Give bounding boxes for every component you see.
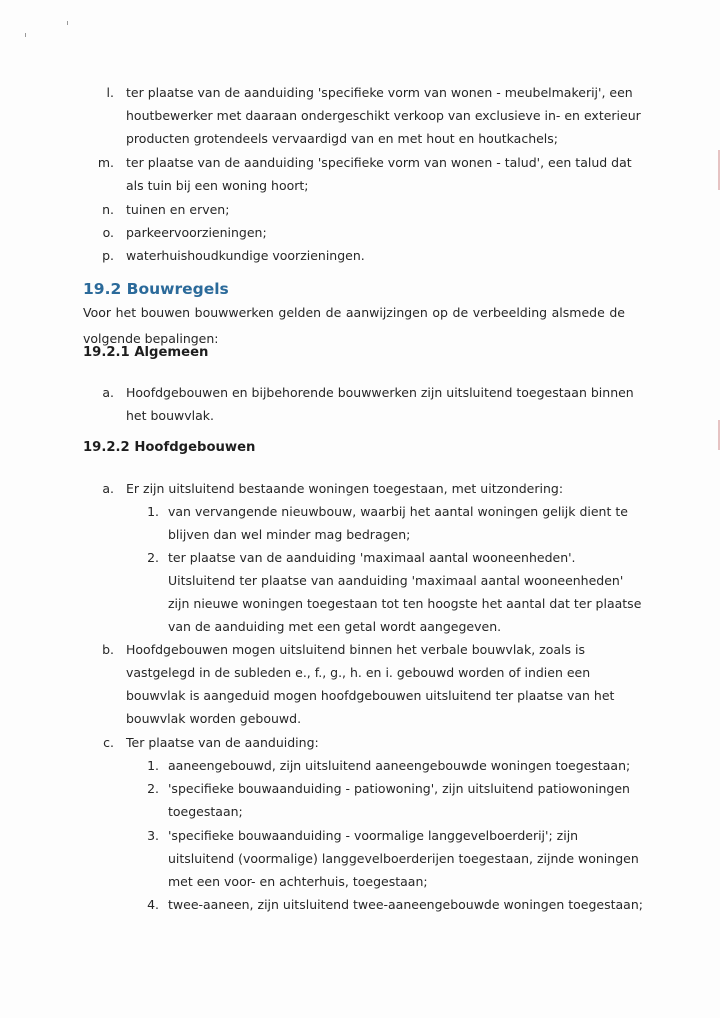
list-item-text: als tuin bij een woning hoort; [126, 178, 309, 193]
list-item-marker: b. [102, 642, 114, 657]
list-item-text: houtbewerker met daaraan ondergeschikt verkoop van exclusieve in- en exterieur [126, 108, 641, 123]
list-item-text: Hoofdgebouwen mogen uitsluitend binnen het verbale bouwvlak, zoals is [126, 642, 585, 657]
sublist-item-text: ter plaatse van de aanduiding 'maximaal aantal wooneenheden'. [168, 550, 576, 565]
sublist-item-text: 'specifieke bouwaanduiding - voormalige langgevelboerderij'; zijn [168, 828, 579, 843]
list-item-text: tuinen en erven; [126, 202, 230, 217]
sublist-item-text: 'specifieke bouwaanduiding - patiowoning', zijn uitsluitend patiowoningen [168, 781, 630, 796]
list-item-text: ter plaatse van de aanduiding 'specifieke vorm van wonen - meubelmakerij', een [126, 85, 633, 100]
list-item-text: vastgelegd in de subleden e., f., g., h. en i. gebouwd worden of indien een [126, 665, 591, 680]
sublist-item-text: uitsluitend (voormalige) langgevelboerderijen toegestaan, zijnde woningen [168, 851, 639, 866]
list-item-marker: o. [102, 225, 114, 240]
list-item-marker: l. [106, 85, 114, 100]
sublist-item-text: toegestaan; [168, 804, 243, 819]
list-item-marker: a. [102, 385, 114, 400]
list-item-text: Ter plaatse van de aanduiding: [126, 735, 319, 750]
sublist-item-marker: 1. [147, 504, 159, 519]
paragraph-line: volgende bepalingen: [83, 331, 219, 346]
sublist-item-text: met een voor- en achterhuis, toegestaan; [168, 874, 428, 889]
paragraph-line: Voor het bouwen bouwwerken gelden de aanwijzingen op de verbeelding alsmede de [83, 305, 625, 320]
list-item-marker: p. [102, 248, 114, 263]
list-item-marker: a. [102, 481, 114, 496]
list-item-marker: m. [97, 155, 114, 170]
list-item-text: Er zijn uitsluitend bestaande woningen toegestaan, met uitzondering: [126, 481, 564, 496]
list-item-text: ter plaatse van de aanduiding 'specifieke vorm van wonen - talud', een talud dat [126, 155, 632, 170]
sublist-item-marker: 4. [147, 897, 159, 912]
list-item-text: het bouwvlak. [126, 408, 214, 423]
list-item-text: waterhuishoudkundige voorzieningen. [126, 248, 365, 263]
section-heading: 19.2 Bouwregels [83, 280, 229, 298]
sublist-item-marker: 3. [147, 828, 159, 843]
sublist-item-text: van vervangende nieuwbouw, waarbij het aantal woningen gelijk dient te [168, 504, 628, 519]
sublist-item-text: van de aanduiding met een getal wordt aangegeven. [168, 619, 502, 634]
subsection-heading: 19.2.1 Algemeen [83, 345, 209, 360]
sublist-item-text: blijven dan wel minder mag bedragen; [168, 527, 411, 542]
scan-speck [67, 21, 68, 25]
sublist-item-marker: 2. [147, 550, 159, 565]
list-item-text: bouwvlak worden gebouwd. [126, 711, 302, 726]
sublist-item-text: Uitsluitend ter plaatse van aanduiding 'maximaal aantal wooneenheden' [168, 573, 624, 588]
sublist-item-text: twee-aaneen, zijn uitsluitend twee-aaneengebouwde woningen toegestaan; [168, 897, 643, 912]
list-item-text: bouwvlak is aangeduid mogen hoofdgebouwen uitsluitend ter plaatse van het [126, 688, 615, 703]
list-item-text: Hoofdgebouwen en bijbehorende bouwwerken zijn uitsluitend toegestaan binnen [126, 385, 634, 400]
list-item-marker: c. [103, 735, 114, 750]
list-item-text: producten grotendeels vervaardigd van en met hout en houtkachels; [126, 131, 559, 146]
sublist-item-marker: 1. [147, 758, 159, 773]
sublist-item-text: zijn nieuwe woningen toegestaan tot ten hoogste het aantal dat ter plaatse [168, 596, 642, 611]
sublist-item-text: aaneengebouwd, zijn uitsluitend aaneengebouwde woningen toegestaan; [168, 758, 631, 773]
list-item-text: parkeervoorzieningen; [126, 225, 267, 240]
scan-speck [25, 33, 26, 37]
list-item-marker: n. [102, 202, 114, 217]
subsection-heading: 19.2.2 Hoofdgebouwen [83, 440, 256, 455]
sublist-item-marker: 2. [147, 781, 159, 796]
